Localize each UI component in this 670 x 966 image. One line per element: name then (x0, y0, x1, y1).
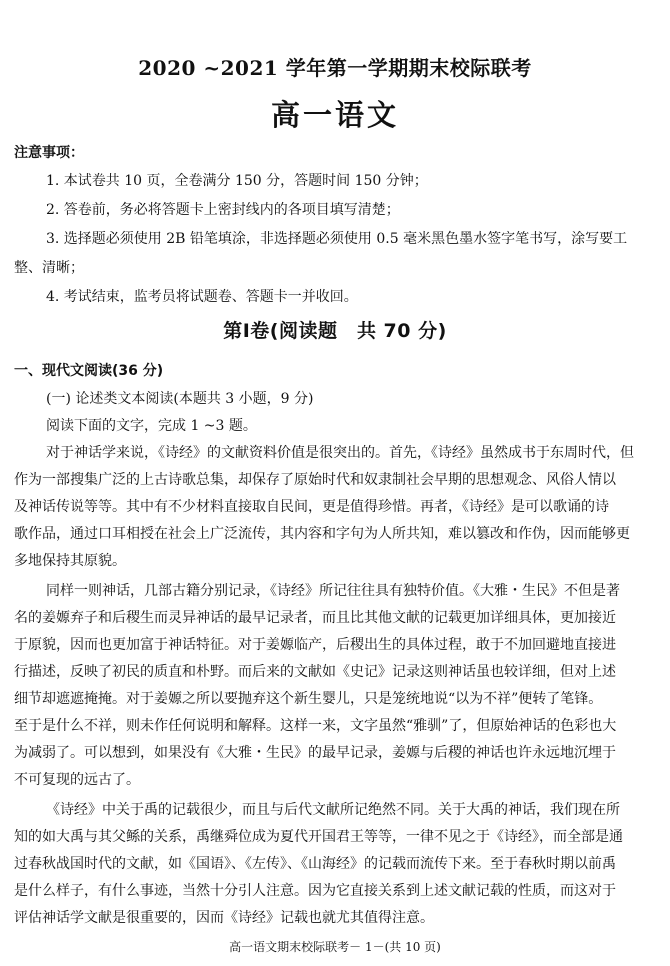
section-title: 第Ⅰ卷(阅读题 共 70 分) (223, 320, 447, 342)
passage-line: 不可复现的远古了。 (14, 772, 140, 788)
passage-line: 过春秋战国时代的文献，如《国语》、《左传》、《山海经》的记载而流传下来。至于春秋时期以前禹 (14, 856, 616, 872)
passage-line: 《诗经》中关于禹的记载很少，而且与后代文献所记绝然不同。关于大禹的神话，我们现在所 (46, 802, 620, 818)
passage-line: 及神话传说等等。其中有不少材料直接取自民间，更是值得珍惜。再者，《诗经》是可以歌诵的诗 (14, 499, 609, 515)
subject-title: 高一语文 (270, 98, 399, 132)
passage-line: 细节却遮遮掩掩。对于姜嫄之所以要抛弃这个新生婴儿，只是笼统地说“以为不祥”便转了笔锋。 (14, 691, 603, 707)
note-item-continuation: 整、清晰； (14, 260, 84, 276)
exam-title: 2020 ~2021 学年第一学期期末校际联考 (138, 56, 532, 80)
passage-line: 多地保持其原貌。 (14, 553, 126, 569)
passage-line: 名的姜嫄弃子和后稷生而灵异神话的最早记录者，而且比其他文献的记载更加详细具体，更加接近 (14, 610, 616, 626)
passage-line: 作为一部搜集广泛的上古诗歌总集，却保存了原始时代和奴隶制社会早期的思想观念、风俗人情以 (14, 472, 616, 488)
note-item: 4. 考试结束，监考员将试题卷、答题卡一并收回。 (46, 289, 358, 305)
passage-line: 为减弱了。可以想到，如果没有《大雅・生民》的最早记录，姜嫄与后稷的神话也许永远地沉埋于 (14, 745, 616, 761)
note-item: 1. 本试卷共 10 页，全卷满分 150 分，答题时间 150 分钟； (46, 173, 428, 189)
note-item: 3. 选择题必须使用 2B 铅笔填涂，非选择题必须使用 0.5 毫米黑色墨水签字笔书写，涂写要工 (46, 231, 628, 247)
passage-line: 知的如大禹与其父鲧的关系，禹继舜位成为夏代开国君王等等，一律不见之于《诗经》，而全部是通 (14, 829, 623, 845)
passage-line: 至于是什么不祥，则未作任何说明和解释。这样一来，文字虽然“雅驯”了，但原始神话的色彩也大 (14, 718, 617, 734)
passage-line: 评估神话学文献是很重要的，因而《诗经》记载也就尤其值得注意。 (14, 910, 434, 926)
note-item: 2. 答卷前，务必将答题卡上密封线内的各项目填写清楚； (46, 202, 400, 218)
passage-line: 歌作品，通过口耳相授在社会上广泛流传，其内容和字句为人所共知，难以篡改和作伪，因而能够更 (14, 526, 630, 542)
passage-line: 是什么样子，有什么事迹，当然十分引人注意。因为它直接关系到上述文献记载的性质，而这对于 (14, 883, 616, 899)
passage-line: 同样一则神话，几部古籍分别记录，《诗经》所记往往具有独特价值。《大雅・生民》不但是著 (46, 583, 620, 599)
part-heading: 一、现代文阅读(36 分) (14, 363, 164, 379)
passage-line: 于原貌，因而也更加富于神话特征。对于姜嫄临产，后稷出生的具体过程，敢于不加回避地直接进 (14, 637, 616, 653)
page-footer: 高一语文期末校际联考－ 1－(共 10 页) (229, 940, 441, 954)
instruction: 阅读下面的文字，完成 1 ~3 题。 (46, 418, 257, 434)
passage-line: 行描述，反映了初民的质直和朴野。而后来的文献如《史记》记录这则神话虽也较详细，但对上述 (14, 664, 616, 680)
sub-heading: (一) 论述类文本阅读(本题共 3 小题，9 分) (46, 391, 314, 407)
passage-line: 对于神话学来说，《诗经》的文献资料价值是很突出的。首先，《诗经》虽然成书于东周时代，但 (46, 445, 634, 461)
notes-heading: 注意事项： (14, 145, 84, 161)
